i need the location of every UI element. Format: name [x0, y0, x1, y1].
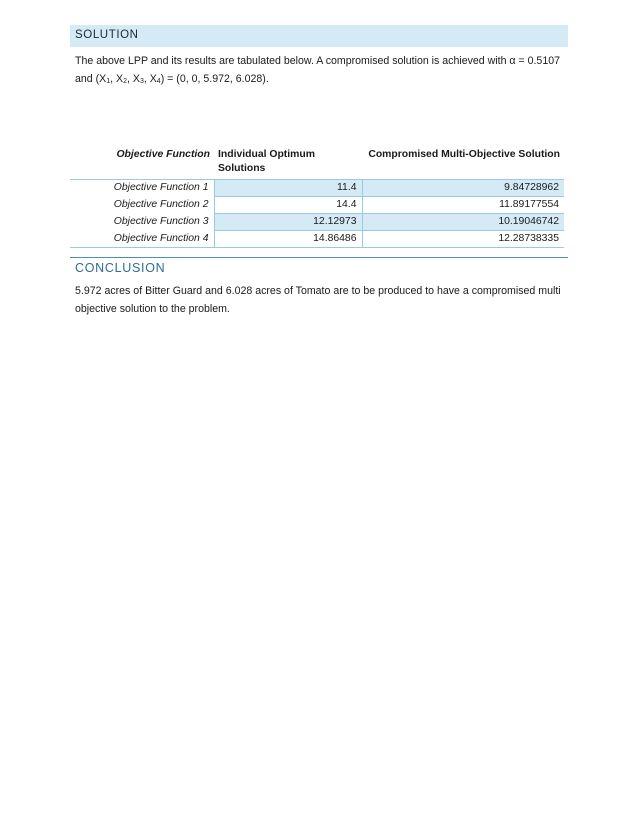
row-label: Objective Function 1	[70, 180, 214, 197]
solution-paragraph: The above LPP and its results are tabulated below. A compromised solution is achieved with α = 0.5107 and ($X_1$, $X_2$, $X_3$, $X_4) = (0$, 0, 5.972, 6.028).	[75, 55, 560, 85]
table-row	[70, 231, 564, 248]
table-header-row	[70, 146, 564, 180]
table-row	[70, 180, 564, 197]
header-compromised-solution: Compromised Multi-Objective Solution	[362, 146, 564, 180]
solution-heading-band	[70, 25, 568, 47]
row-label: Objective Function 4	[70, 231, 214, 248]
header-objective-function: Objective Function	[70, 146, 214, 180]
compromised-value: 9.84728962	[362, 180, 564, 197]
compromised-value: 10.19046742	[362, 214, 564, 231]
var-subscript-4: 4	[156, 78, 161, 85]
solution-text-suffix: ) = (0, 0, 5.972, 6.028).	[160, 73, 269, 85]
section-divider	[70, 257, 568, 258]
individual-value: 11.4	[214, 180, 362, 197]
solution-text-prefix: The above LPP and its results are tabulated below. A compromised solution is achieved with α = 0.5107 and (X	[75, 55, 560, 85]
var-subscript-1: 1	[106, 78, 111, 85]
individual-value: 12.12973	[214, 214, 362, 231]
individual-value: 14.86486	[214, 231, 362, 248]
row-label: Objective Function 2	[70, 197, 214, 214]
compromised-value: 11.89177554	[362, 197, 564, 214]
individual-value: 14.4	[214, 197, 362, 214]
table-row	[70, 197, 564, 214]
var-subscript-2: 2	[123, 78, 127, 85]
results-table	[70, 146, 564, 248]
conclusion-heading: CONCLUSION	[75, 261, 166, 275]
conclusion-paragraph: 5.972 acres of Bitter Guard and 6.028 acres of Tomato are to be produced to have a compromised multi objective solution to the problem.	[75, 285, 561, 315]
solution-heading: SOLUTION	[75, 29, 139, 41]
row-label: Objective Function 3	[70, 214, 214, 231]
header-individual-optimum: Individual Optimum Solutions	[214, 146, 362, 180]
table-row	[70, 214, 564, 231]
var-subscript-3: 3	[139, 78, 144, 85]
compromised-value: 12.28738335	[362, 231, 564, 248]
